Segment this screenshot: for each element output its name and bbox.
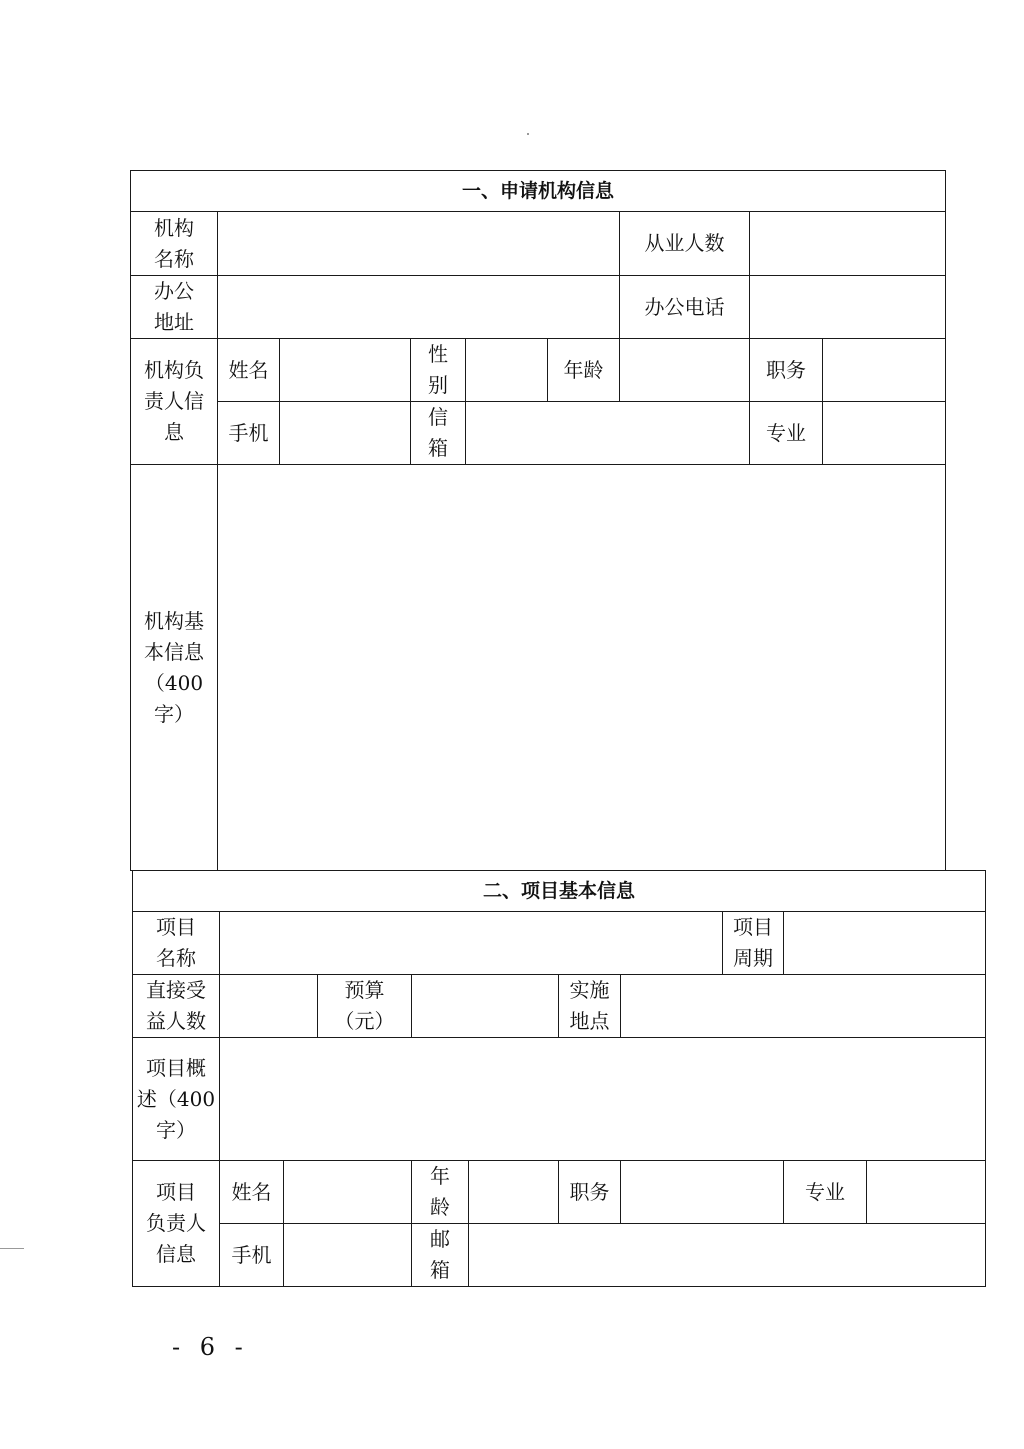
leader-gender-label: 性 别: [411, 339, 466, 402]
office-phone-label: 办公电话: [620, 276, 750, 339]
org-basic-info-label: 机构基 本信息 （400 字）: [131, 465, 218, 871]
pl-email-label: 邮 箱: [412, 1224, 469, 1287]
leader-name-label: 姓名: [218, 339, 280, 402]
pl-name-field[interactable]: [284, 1161, 412, 1224]
budget-field[interactable]: [412, 975, 559, 1038]
section2-title: 二、项目基本信息: [133, 871, 986, 912]
pl-mobile-field[interactable]: [284, 1224, 412, 1287]
leader-mobile-field[interactable]: [280, 402, 411, 465]
office-address-label: 办公 地址: [131, 276, 218, 339]
leader-age-label: 年龄: [548, 339, 620, 402]
project-cycle-label: 项目 周期: [723, 912, 784, 975]
pl-major-label: 专业: [784, 1161, 867, 1224]
budget-label: 预算 （元）: [318, 975, 412, 1038]
pl-position-field[interactable]: [621, 1161, 784, 1224]
pl-name-label: 姓名: [220, 1161, 284, 1224]
staff-count-field[interactable]: [750, 212, 946, 276]
leader-email-label: 信 箱: [411, 402, 466, 465]
pl-mobile-label: 手机: [220, 1224, 284, 1287]
org-info-table: [130, 170, 946, 871]
staff-count-label: 从业人数: [620, 212, 750, 276]
project-name-field[interactable]: [220, 912, 723, 975]
pl-age-label: 年 龄: [412, 1161, 469, 1224]
beneficiaries-label: 直接受 益人数: [133, 975, 220, 1038]
leader-position-field[interactable]: [823, 339, 946, 402]
beneficiaries-field[interactable]: [220, 975, 318, 1038]
org-leader-info-label: 机构负 责人信 息: [131, 339, 218, 465]
project-overview-field[interactable]: [220, 1038, 986, 1161]
project-overview-label: 项目概 述（400 字）: [133, 1038, 220, 1161]
project-leader-info-label: 项目 负责人 信息: [133, 1161, 220, 1287]
scan-speck: [0, 1248, 24, 1249]
scan-speck: [527, 133, 529, 135]
leader-age-field[interactable]: [620, 339, 750, 402]
office-phone-field[interactable]: [750, 276, 946, 339]
org-name-label: 机构 名称: [131, 212, 218, 276]
pl-email-field[interactable]: [469, 1224, 986, 1287]
leader-email-field[interactable]: [466, 402, 750, 465]
leader-mobile-label: 手机: [218, 402, 280, 465]
project-info-table: [132, 870, 986, 1287]
section1-title: 一、申请机构信息: [131, 171, 946, 212]
pl-position-label: 职务: [559, 1161, 621, 1224]
page-number: - 6 -: [172, 1333, 249, 1361]
org-basic-info-field[interactable]: [218, 465, 946, 871]
leader-major-label: 专业: [750, 402, 823, 465]
project-name-label: 项目 名称: [133, 912, 220, 975]
leader-position-label: 职务: [750, 339, 823, 402]
pl-age-field[interactable]: [469, 1161, 559, 1224]
leader-name-field[interactable]: [280, 339, 411, 402]
project-cycle-field[interactable]: [784, 912, 986, 975]
location-label: 实施 地点: [559, 975, 621, 1038]
leader-gender-field[interactable]: [466, 339, 548, 402]
office-address-field[interactable]: [218, 276, 620, 339]
leader-major-field[interactable]: [823, 402, 946, 465]
pl-major-field[interactable]: [867, 1161, 986, 1224]
org-name-field[interactable]: [218, 212, 620, 276]
location-field[interactable]: [621, 975, 986, 1038]
